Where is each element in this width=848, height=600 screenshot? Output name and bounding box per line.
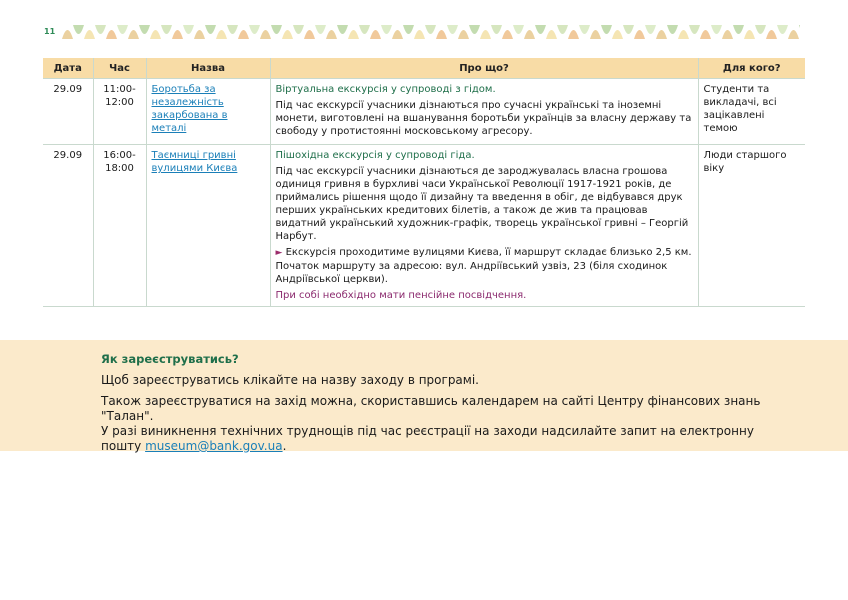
table-header-row — [43, 58, 805, 79]
ornament-petal — [601, 25, 612, 34]
ornament-petal — [161, 25, 172, 34]
event-audience: Люди старшого віку — [698, 145, 805, 307]
ornament-petal — [150, 30, 161, 39]
ornament-petal — [403, 25, 414, 34]
ornament-petal — [700, 30, 711, 39]
ornament-petal — [557, 25, 568, 34]
ornament-petal — [645, 25, 656, 34]
ornament-petal — [689, 25, 700, 34]
ornament-petal — [227, 25, 238, 34]
event-time — [93, 79, 146, 145]
triangle-right-icon: ► — [275, 248, 283, 258]
event-time-start: 16:00- — [103, 150, 136, 161]
event-title-cell — [146, 79, 270, 145]
event-title-cell — [146, 145, 270, 307]
ornament-petal — [436, 30, 447, 39]
ornament-petal — [766, 30, 777, 39]
ornament-petal — [678, 30, 689, 39]
event-time-start: 11:00- — [103, 84, 136, 95]
ornament-petal — [612, 30, 623, 39]
ornament-petal — [304, 30, 315, 39]
ornament-petal — [282, 30, 293, 39]
ornament-petal — [128, 30, 139, 39]
ornament-petal — [183, 25, 194, 34]
registration-info-box — [0, 340, 848, 451]
header-time: Час — [93, 58, 146, 79]
event-schedule-table — [43, 58, 805, 307]
event-time-end: 18:00 — [105, 163, 134, 174]
ornament-petal — [293, 25, 304, 34]
ornament-petal — [238, 30, 249, 39]
event-note: При собі необхідно мати пенсійне посвідчення. — [275, 290, 527, 301]
ornament-petal — [535, 25, 546, 34]
ornament-petal — [326, 30, 337, 39]
ornament-petal — [216, 30, 227, 39]
ornament-petal — [106, 30, 117, 39]
event-time — [93, 145, 146, 307]
email-link[interactable]: museum@bank.gov.ua — [145, 439, 283, 453]
event-subtitle: Пішохідна екскурсія у супроводі гіда. — [275, 150, 475, 161]
header-title: Назва — [146, 58, 270, 79]
ornament-petal — [359, 25, 370, 34]
ornament-petal — [392, 30, 403, 39]
event-date: 29.09 — [43, 145, 93, 307]
event-subtitle: Віртуальна екскурсія у супроводі з гідом. — [275, 84, 496, 95]
ornament-petal — [172, 30, 183, 39]
ornament-petal — [733, 25, 744, 34]
ornament-petal — [73, 25, 84, 34]
ornament-petal — [458, 30, 469, 39]
ornament-petal — [480, 30, 491, 39]
ornament-petal — [260, 30, 271, 39]
ornament-petal — [502, 30, 513, 39]
registration-line-3 — [101, 424, 781, 454]
event-about-cell — [270, 145, 698, 307]
ornament-petal — [205, 25, 216, 34]
ornament-petal — [524, 30, 535, 39]
event-date: 29.09 — [43, 79, 93, 145]
ornament-petal — [579, 25, 590, 34]
event-description: Під час екскурсії учасники дізнаються про сучасні українські та іноземні монети, виготовлені на вшанування боротьби українців за власну державу та свободу у протистоянні московському агресору. — [275, 100, 692, 137]
table-row — [43, 145, 805, 307]
ornament-petal — [656, 30, 667, 39]
page-number: 11 — [44, 27, 56, 36]
registration-line-3-text: У разі виникнення технічних труднощів під час реєстрації на заходи надсилайте запит на електронну пошту — [101, 424, 754, 453]
ornament-petal — [513, 25, 524, 34]
ornament-petal — [249, 25, 260, 34]
header-date: Дата — [43, 58, 93, 79]
ornament-petal — [777, 25, 788, 34]
ornament-petal — [84, 30, 95, 39]
ornament-petal — [381, 25, 392, 34]
event-time-end: 12:00 — [105, 97, 134, 108]
ornament-petal — [799, 25, 800, 34]
ornament-petal — [370, 30, 381, 39]
registration-heading: Як зареєструватись? — [101, 352, 239, 366]
ornament-petal — [95, 25, 106, 34]
event-description: Під час екскурсії учасники дізнаються де зароджувалась власна грошова одиниця гривня в бурхливі часи Української Революції 1917-1921 років, де приймались рішення щодо її дизайну та введення в обіг, де відбувався друк перших українських кредитових білетів, а також де жив та працював видатний український художник-графік, творець української гривні – Георгій Нарбут. — [275, 166, 689, 242]
ornament-petal — [590, 30, 601, 39]
registration-line-2: Також зареєструватися на захід можна, скориставшись календарем на сайті Центру фінансових знань "Талан". — [101, 394, 761, 423]
ornament-petal — [546, 30, 557, 39]
ornament-petal — [271, 25, 282, 34]
decorative-ornament-band — [62, 24, 800, 40]
ornament-petal — [348, 30, 359, 39]
registration-info-content — [101, 352, 781, 454]
ornament-petal — [315, 25, 326, 34]
event-audience: Студенти та викладачі, всі зацікавлені темою — [698, 79, 805, 145]
ornament-petal — [117, 25, 128, 34]
ornament-petal — [634, 30, 645, 39]
header-about: Про що? — [270, 58, 698, 79]
ornament-petal — [414, 30, 425, 39]
ornament-petal — [623, 25, 634, 34]
header-audience: Для кого? — [698, 58, 805, 79]
ornament-petal — [711, 25, 722, 34]
ornament-petal — [788, 30, 799, 39]
ornament-petal — [568, 30, 579, 39]
registration-line-1: Щоб зареєструватись клікайте на назву заходу в програмі. — [101, 373, 479, 387]
ornament-petal — [744, 30, 755, 39]
ornament-petal — [722, 30, 733, 39]
ornament-petal — [425, 25, 436, 34]
ornament-petal — [194, 30, 205, 39]
ornament-petal — [667, 25, 678, 34]
ornament-petal — [469, 25, 480, 34]
ornament-petal — [139, 25, 150, 34]
event-title-link[interactable]: Таємниці гривні вулицями Києва — [151, 150, 238, 174]
event-route — [276, 246, 693, 286]
ornament-petal — [337, 25, 348, 34]
event-about-cell — [270, 79, 698, 145]
event-title-link[interactable]: Боротьба за незалежність закарбована в металі — [151, 84, 228, 134]
email-suffix: . — [282, 439, 287, 453]
ornament-petal — [447, 25, 458, 34]
table-row — [43, 79, 805, 145]
ornament-petal — [62, 30, 73, 39]
event-route-text: Екскурсія проходитиме вулицями Києва, її маршрут складає близько 2,5 км. Початок маршруту за адресою: вул. Андріївський узвіз, 23 (біля сходинок Андріївської церкви). — [275, 247, 692, 285]
ornament-petal — [755, 25, 766, 34]
ornament-petal — [491, 25, 502, 34]
